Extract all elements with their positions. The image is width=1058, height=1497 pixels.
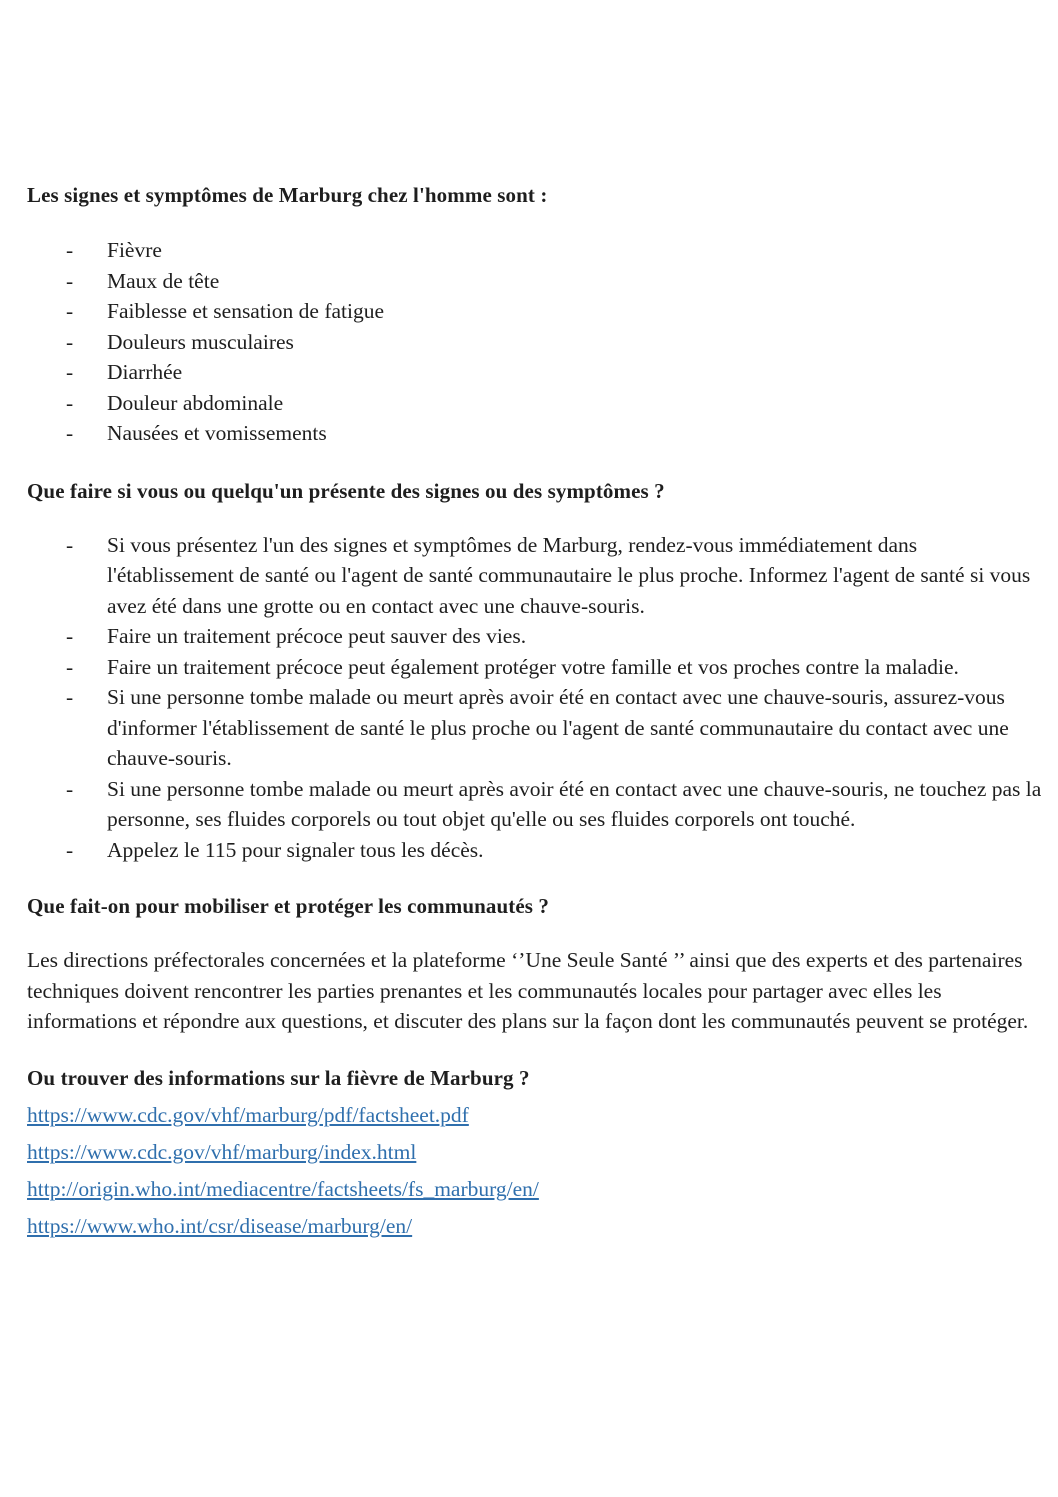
list-item [27, 235, 1049, 266]
list-item-text: Fièvre [107, 238, 162, 262]
heading-information-sources: Ou trouver des informations sur la fièvre de Marburg ? [27, 1065, 530, 1090]
list-item [27, 774, 1049, 835]
links-list [27, 1097, 1049, 1245]
list-item [27, 530, 1049, 622]
heading-symptoms: Les signes et symptômes de Marburg chez l'homme sont : [27, 183, 548, 207]
dash-marker: - [66, 685, 74, 709]
list-item-text: Faiblesse et sensation de fatigue [107, 299, 385, 323]
dash-marker: - [66, 654, 74, 679]
dash-marker: - [66, 421, 74, 445]
dash-marker: - [66, 624, 74, 648]
list-item-text: Maux de tête [107, 268, 220, 293]
list-item-text: Appelez le 115 pour signaler tous les décès. [107, 837, 484, 862]
list-item [27, 418, 1049, 449]
document-page [27, 180, 1049, 1245]
heading-what-to-do: Que faire si vous ou quelqu'un présente des signes ou des symptômes ? [27, 478, 665, 503]
dash-marker: - [66, 329, 74, 354]
dash-marker: - [66, 776, 74, 801]
list-item [27, 621, 1049, 652]
dash-marker: - [66, 268, 74, 293]
list-item-text: Si une personne tombe malade ou meurt après avoir été en contact avec une chauve-souris, assurez-vous d'informer l'établissement de santé le plus proche ou l'agent de santé communautaire du contact avec une chauve-souris. [107, 685, 1009, 770]
list-item [27, 652, 1049, 683]
list-item-text: Faire un traitement précoce peut également protéger votre famille et vos proches contre la maladie. [107, 654, 959, 679]
dash-marker: - [66, 299, 74, 323]
heading-community-mobilization: Que fait-on pour mobiliser et protéger les communautés ? [27, 894, 550, 918]
list-item [27, 388, 1049, 419]
actions-list [27, 530, 1049, 866]
list-item-text: Diarrhée [107, 360, 183, 384]
list-item [27, 266, 1049, 297]
list-item-text: Si vous présentez l'un des signes et symptômes de Marburg, rendez-vous immédiatement dans l'établissement de santé ou l'agent de santé communautaire le plus proche. Informez l'agent de santé si vous avez été dans une grotte ou en contact avec une chauve-souris. [107, 532, 1031, 618]
list-item [27, 327, 1049, 358]
dash-marker: - [66, 238, 74, 262]
list-item-text: Douleurs musculaires [107, 329, 294, 354]
list-item [27, 682, 1049, 774]
community-paragraph: Les directions préfectorales concernées et la plateforme ‘’Une Seule Santé ’’ ainsi que des experts et des partenaires techniques doivent rencontrer les parties prenantes et les communautés locales pour partager avec elles les informations et répondre aux questions, et discuter des plans sur la façon dont les communautés peuvent se protéger. [27, 948, 1029, 1033]
list-item [27, 357, 1049, 388]
dash-marker: - [66, 390, 74, 415]
link-cdc-factsheet[interactable]: https://www.cdc.gov/vhf/marburg/pdf/factsheet.pdf [27, 1102, 469, 1127]
list-item-text: Si une personne tombe malade ou meurt après avoir été en contact avec une chauve-souris, ne touchez pas la personne, ses fluides corporels ou tout objet qu'elle ou ses fluides corporels ont touché. [107, 776, 1042, 831]
link-cdc-index[interactable]: https://www.cdc.gov/vhf/marburg/index.html [27, 1139, 417, 1164]
list-item [27, 835, 1049, 866]
dash-marker: - [66, 532, 74, 557]
list-item-text: Douleur abdominale [107, 390, 284, 415]
link-who-factsheet[interactable]: http://origin.who.int/mediacentre/factsheets/fs_marburg/en/ [27, 1176, 539, 1201]
list-item [27, 296, 1049, 327]
list-item-text: Nausées et vomissements [107, 421, 327, 445]
symptoms-list [27, 235, 1049, 449]
dash-marker: - [66, 360, 74, 384]
list-item-text: Faire un traitement précoce peut sauver des vies. [107, 624, 527, 648]
dash-marker: - [66, 837, 74, 862]
link-who-disease[interactable]: https://www.who.int/csr/disease/marburg/en/ [27, 1213, 413, 1238]
